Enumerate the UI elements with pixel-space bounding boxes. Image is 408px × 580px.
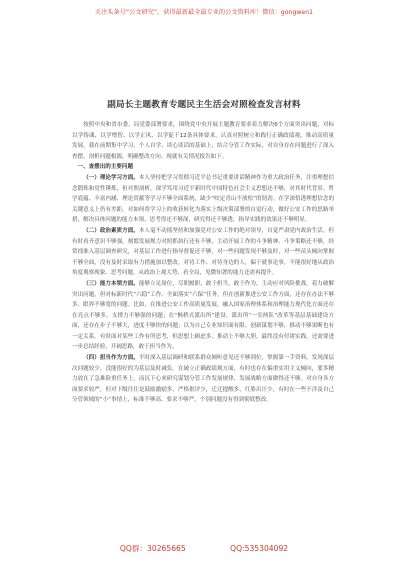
paragraph-text: 能够立足岗位，尽职履职，敢于担当，敢于作为，主动应对风险挑战，着力破解突出问题，但对标新时代“六稳”工作、全面落实“六保”任务，但在创新推进公安工作方面，还存在办法不够多、眼界不够宽的问题。比如，在推进公安工作高质量发展，融入国家治理体系和治理能力现代化方面还存在亮点不够多、支撑力不够强的问题；在“枫桥式派出所”建设、派出所“一室两队”改革等基层基础建设方面，还存在步子不够大，进度不够快的问题；以为自己专业知识面有限、创新谋划不够，推动不够果断也有一定关系。有时面对某些工作有所思考，但思想上顾虑多，推动上不够大胆，最终没有付诸实践，还需要进一步总结经验，开阔思路，敢于担当作为。 (72, 280, 335, 351)
paragraph-lead: （一）理论学习方面。 (83, 174, 139, 181)
page-title: 副局长主题教育专题民主生活会对照检查发言材料 (107, 100, 301, 110)
paragraph-text: 本人毫不动摇坚持和加强党对公安工作的绝对领导，自觉严肃党内政治生活。但有时看齐意识不够强，刻繁发展规力对照抓执行还有不够，主动开展工作的斗争精神、斗争策略还不够，经常找准入基层调查研究，对基层工作进行指导督促还不够，对一些问题发现不够及时，对一些苗头倾向掌握不够全面，没有及时采取有力措施加以整改。对待工作、对待身边的人，偏于就事论事，不能很好地从政治角度观察现象、思考问题，从政治上观大势、看全局，见微知著的能力还需再提升。 (72, 227, 335, 277)
top-banner: 关注头条号“公文研究”，获得最新最全最专业的公文资料库！微信：gongwen1 (94, 9, 314, 16)
footer-qq-personal: QQ:535304092 (230, 544, 289, 553)
section-heading: 一、查摆出的主要问题 (77, 164, 134, 171)
paragraph-theory (72, 173, 334, 226)
paragraph-ability (72, 279, 334, 353)
paragraph-text: 本人坚持把学习贯彻习近平总书记重要讲话精神作为重大政治任务，注重理想信念锻炼和党性锤炼，但对照剖析，深学笃用习近平新时代中国特色社会主义思想还不够，对其时代背景、哲学底蕴、丰富内涵、理论贯献等学习不够全面系统，缺少“咬定青山不放松”的韧劲。在学深悟透理想信念的关键意义上仍有差距，对如何将学习上的收获转化为落实上级决策部署的自觉行动，做好公安工作的思路举措，解决具体问题的能力本领，思考得还不够深，研究得还不够透，指导实践的效果还不够明显。 (72, 174, 335, 224)
footer-qq-group: QQ群：30265665 (119, 544, 186, 553)
paragraph-lead: （四）担当作为方面。 (83, 355, 139, 362)
paragraph-responsibility (72, 353, 334, 406)
footer-contact (0, 543, 408, 554)
intro-paragraph: 按照中央和省市委、局党委部署要求，围绕党中央开展主题教育要求着力解决6个方面突出问题，对标以学铸魂、以学增智、以学正风、以学促干12条具体要求，认真对照树立和践行正确政绩观，推动高质量发展，我在前期集中学习、个人自学、谈心谈话的基础上，结合分管工作实际，对自身存在问题进行了深入查摆、剖析问题根源，明确整改方向。现就有关情况报告如下。 (72, 122, 334, 160)
paragraph-lead: （二）政治素质方面。 (83, 227, 139, 234)
paragraph-lead: （三）能力本领方面。 (83, 280, 139, 287)
paragraph-text: 平时深入基层调研和联系群众倾听意见还不够到位，掌握第一手资料，发现深层次问题较少，没能很好的为基层及时减负。在破立正确政绩观方面，有时也存在偏重实用主义倾向，要多精力放在了急难险重任务上，而沉下心来研究谋划分管工作发展规律、发展战略方面做得还不够。对自身各方面要求较严，但对下级往往是鼓励激励多，严格批评少，迁迁提醒多，红脸出汗少，有时在一些不涉及自己分管领域的“小”事情上，标准不够高、要求不够严，个别问题没有得到彻底整改。 (72, 355, 335, 404)
paragraph-politics (72, 226, 334, 279)
document-body (72, 120, 334, 406)
